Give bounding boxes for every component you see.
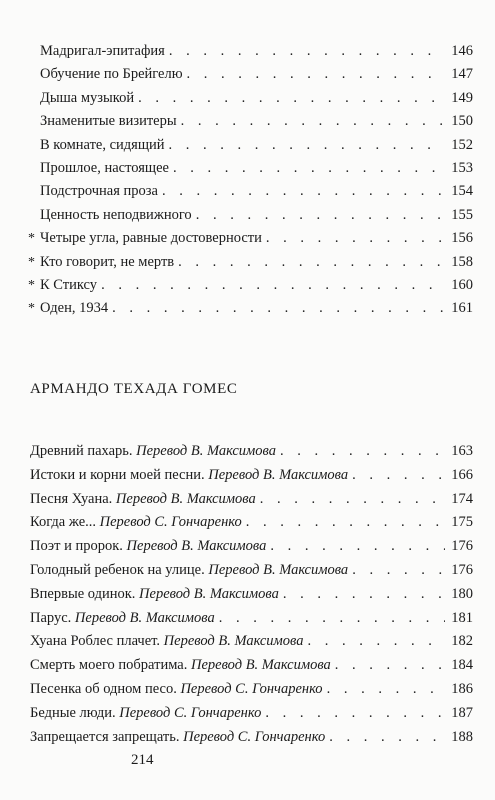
entry-title-text: Знаменитые визитеры [40, 113, 177, 130]
dot-leader [181, 110, 445, 133]
entry-title [30, 726, 325, 750]
dot-leader [352, 559, 445, 583]
contents-entry [30, 464, 473, 488]
entry-title [40, 251, 174, 274]
entry-title-text: Запрещается запрещать. [30, 728, 180, 745]
entry-title [30, 559, 348, 583]
entry-title-text: Мадригал-эпитафия [40, 43, 165, 59]
contents-entry [30, 297, 473, 320]
entry-title-text: Истоки и корни моей песни. [30, 466, 205, 483]
entry-title [40, 227, 262, 250]
entry-title-text: Когда же... [30, 514, 97, 531]
entry-title-text: Подстрочная проза [40, 183, 158, 200]
entry-title [30, 488, 256, 512]
entry-page-number: 188 [451, 728, 473, 745]
entry-title-text: Смерть моего побратима. [30, 657, 188, 674]
entry-page-number: 146 [451, 43, 473, 59]
entry-title-text: Впервые одинок. [30, 585, 136, 602]
dot-leader [265, 702, 445, 726]
entry-page-number: 166 [451, 466, 473, 483]
entry-title [30, 630, 303, 654]
entry-title [30, 607, 215, 631]
contents-entry [30, 157, 473, 180]
dot-leader [187, 63, 445, 86]
entry-page-number: 160 [451, 276, 473, 293]
entry-title-text: Обучение по Брейгелю [40, 66, 183, 83]
dot-leader [112, 297, 445, 320]
entry-title-text: Прошлое, настоящее [40, 159, 169, 176]
entry-title [40, 40, 165, 63]
entry-title [30, 702, 261, 726]
contents-entry [30, 110, 473, 133]
contents-entry [30, 87, 473, 110]
entry-title [40, 134, 165, 157]
contents-list-bottom [30, 440, 473, 749]
entry-page-number: 156 [451, 230, 473, 247]
entry-translator: Перевод С. Гончаренко [99, 514, 242, 531]
entry-translator: Перевод В. Максимова [115, 490, 256, 507]
dot-leader [162, 180, 445, 203]
entry-title [40, 180, 158, 203]
contents-entry [30, 535, 473, 559]
contents-entry [30, 678, 473, 702]
entry-page-number: 152 [451, 136, 473, 153]
entry-title-text: Поэт и пророк. [30, 538, 123, 555]
dot-leader [173, 157, 445, 180]
entry-page-number: 149 [451, 89, 473, 106]
dot-leader [138, 87, 445, 110]
entry-page-number: 161 [451, 300, 473, 317]
entry-page-number: 150 [451, 113, 473, 130]
entry-title-text: Оден, 1934 [40, 300, 109, 317]
dot-leader [329, 726, 445, 750]
entry-title [30, 535, 266, 559]
section-heading: АРМАНДО ТЕХАДА ГОМЕС [30, 381, 238, 397]
entry-translator: Перевод В. Максимова [139, 585, 279, 602]
entry-translator: Перевод В. Максимова [190, 657, 331, 674]
entry-page-number: 175 [451, 514, 473, 531]
entry-title [40, 297, 108, 320]
entry-page-number: 153 [451, 159, 473, 176]
dot-leader [352, 464, 445, 488]
entry-translator: Перевод В. Максимова [74, 609, 215, 626]
contents-entry [30, 274, 473, 297]
dot-leader [196, 204, 445, 227]
contents-entry [30, 607, 473, 631]
entry-title-text: Кто говорит, не мертв [40, 253, 175, 270]
entry-title [30, 440, 276, 464]
dot-leader [270, 535, 445, 559]
page-number-folio: 214 [131, 752, 154, 768]
entry-translator: Перевод В. Максимова [136, 443, 276, 459]
contents-entry [30, 630, 473, 654]
contents-entry [30, 726, 473, 750]
contents-entry [30, 511, 473, 535]
entry-title-text: В комнате, сидящий [40, 136, 165, 153]
dot-leader [335, 654, 445, 678]
entry-title [40, 204, 192, 227]
dot-leader [266, 227, 445, 250]
dot-leader [169, 134, 445, 157]
dot-leader [260, 488, 445, 512]
asterisk-mark: * [28, 277, 35, 293]
entry-title-text: Четыре угла, равные достоверности [40, 230, 262, 247]
entry-title [40, 63, 183, 86]
dot-leader [219, 607, 445, 631]
entry-title-text: Парус. [30, 609, 72, 626]
entry-title-text: Голодный ребенок на улице. [30, 561, 205, 578]
entry-title [30, 583, 279, 607]
dot-leader [169, 40, 445, 63]
entry-page-number: 180 [451, 585, 473, 602]
contents-entry [30, 227, 473, 250]
contents-entry [30, 583, 473, 607]
contents-entry [30, 559, 473, 583]
entry-title-text: Древний пахарь. [30, 443, 133, 459]
entry-title [30, 654, 331, 678]
entry-translator: Перевод В. Максимова [126, 538, 267, 555]
entry-translator: Перевод В. Максимова [208, 561, 349, 578]
asterisk-mark: * [28, 254, 35, 270]
dot-leader [327, 678, 445, 702]
entry-title [40, 274, 97, 297]
entry-translator: Перевод С. Гончаренко [183, 728, 326, 745]
contents-entry [30, 204, 473, 227]
dot-leader [280, 440, 445, 464]
entry-page-number: 174 [451, 490, 473, 507]
entry-title-text: Дыша музыкой [40, 89, 135, 106]
entry-page-number: 176 [451, 538, 473, 555]
entry-page-number: 158 [451, 253, 473, 270]
dot-leader [246, 511, 445, 535]
entry-title [40, 87, 134, 110]
contents-entry [30, 40, 473, 63]
entry-page-number: 176 [451, 561, 473, 578]
entry-title-text: К Стиксу [40, 276, 98, 293]
entry-page-number: 184 [451, 657, 473, 674]
contents-entry [30, 654, 473, 678]
entry-title [40, 157, 169, 180]
entry-translator: Перевод В. Максимова [163, 633, 304, 650]
entry-page-number: 181 [451, 609, 473, 626]
contents-list-top [30, 40, 473, 321]
dot-leader [283, 583, 445, 607]
entry-title [40, 110, 177, 133]
contents-entry [30, 488, 473, 512]
entry-translator: Перевод В. Максимова [208, 466, 349, 483]
entry-page-number: 187 [451, 704, 473, 721]
entry-title-text: Песня Хуана. [30, 490, 113, 507]
entry-title [30, 511, 242, 535]
dot-leader [178, 251, 445, 274]
entry-page-number: 147 [451, 66, 473, 83]
entry-title [30, 464, 348, 488]
entry-page-number: 154 [451, 183, 473, 200]
asterisk-mark: * [28, 301, 35, 317]
asterisk-mark: * [28, 231, 35, 247]
dot-leader [307, 630, 445, 654]
contents-entry [30, 440, 473, 464]
entry-page-number: 155 [451, 206, 473, 223]
contents-entry [30, 180, 473, 203]
contents-entry [30, 63, 473, 86]
entry-page-number: 186 [451, 680, 473, 697]
entry-title-text: Хуана Роблес плачет. [30, 633, 161, 650]
entry-translator: Перевод С. Гончаренко [180, 680, 323, 697]
dot-leader [101, 274, 445, 297]
contents-entry [30, 134, 473, 157]
contents-entry [30, 251, 473, 274]
entry-translator: Перевод С. Гончаренко [119, 704, 262, 721]
entry-title-text: Бедные люди. [30, 704, 116, 721]
contents-entry [30, 702, 473, 726]
entry-title-text: Ценность неподвижного [40, 206, 192, 223]
entry-page-number: 182 [451, 633, 473, 650]
entry-title-text: Песенка об одном песо. [30, 680, 177, 697]
entry-page-number: 163 [451, 443, 473, 459]
entry-title [30, 678, 323, 702]
